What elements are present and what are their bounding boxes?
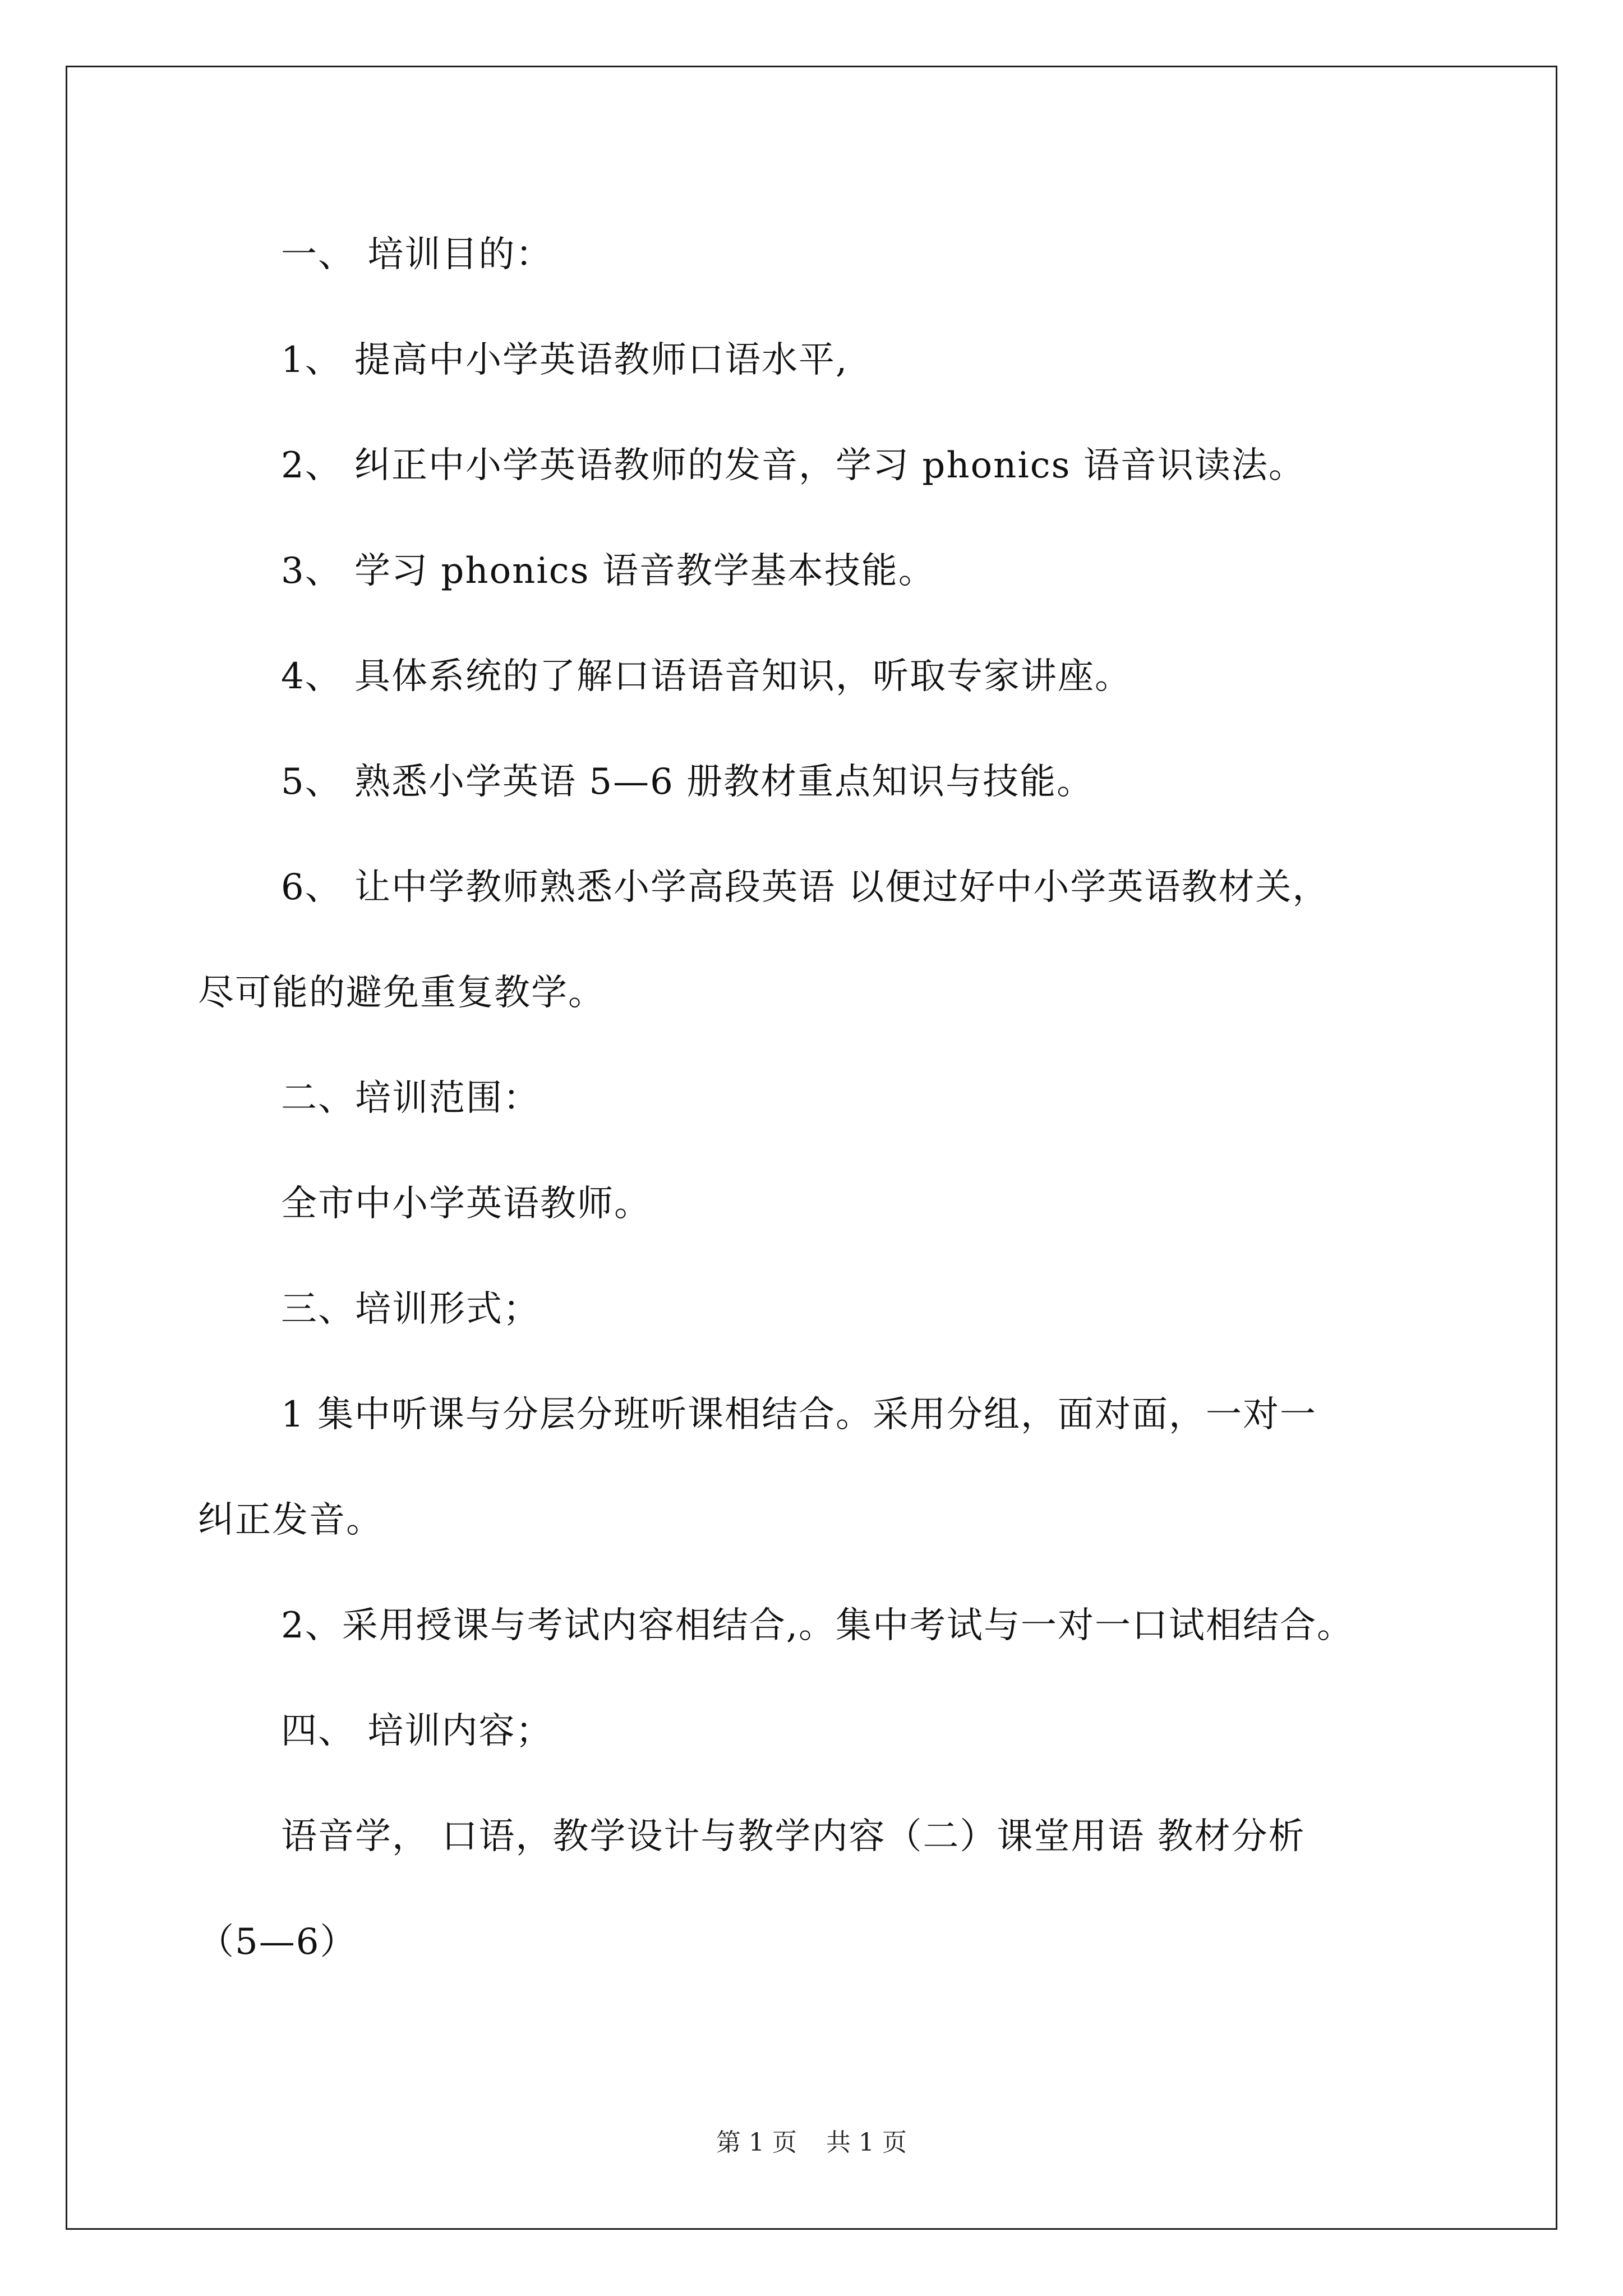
paragraph-content-continuation: （5—6） <box>198 1921 357 1963</box>
format-item-1-continuation: 纠正发音。 <box>198 1499 383 1541</box>
page-footer <box>0 2128 1623 2157</box>
page-border <box>66 66 1557 2230</box>
list-item-6-continuation: 尽可能的避免重复教学。 <box>198 972 605 1014</box>
list-item-6: 6、 让中学教师熟悉小学高段英语 以便过好中小学英语教材关， <box>281 867 1330 908</box>
list-item-4: 4、 具体系统的了解口语语音知识，听取专家讲座。 <box>281 656 1132 697</box>
format-item-1: 1 集中听课与分层分班听课相结合。采用分组，面对面，一对一 <box>281 1394 1317 1435</box>
list-item-5: 5、 熟悉小学英语 5—6 册教材重点知识与技能。 <box>281 761 1094 803</box>
format-item-2: 2、采用授课与考试内容相结合,。集中考试与一对一口试相结合。 <box>281 1605 1354 1646</box>
list-item-1: 1、 提高中小学英语教师口语水平, <box>281 339 849 381</box>
page-total: 共 1 页 <box>826 2128 907 2157</box>
section-heading-format: 三、培训形式； <box>281 1289 540 1330</box>
paragraph-scope: 全市中小学英语教师。 <box>281 1183 651 1225</box>
section-heading-purpose: 一、 培训目的： <box>281 234 553 275</box>
list-item-3: 3、 学习 phonics 语音教学基本技能。 <box>281 550 935 592</box>
section-heading-scope: 二、培训范围： <box>281 1078 540 1119</box>
paragraph-content: 语音学， 口语，教学设计与教学内容（二）课堂用语 教材分析 <box>281 1816 1306 1857</box>
section-heading-content: 四、 培训内容； <box>281 1710 553 1752</box>
page-number: 第 1 页 <box>716 2128 797 2157</box>
list-item-2: 2、 纠正中小学英语教师的发音，学习 phonics 语音识读法。 <box>281 445 1306 486</box>
